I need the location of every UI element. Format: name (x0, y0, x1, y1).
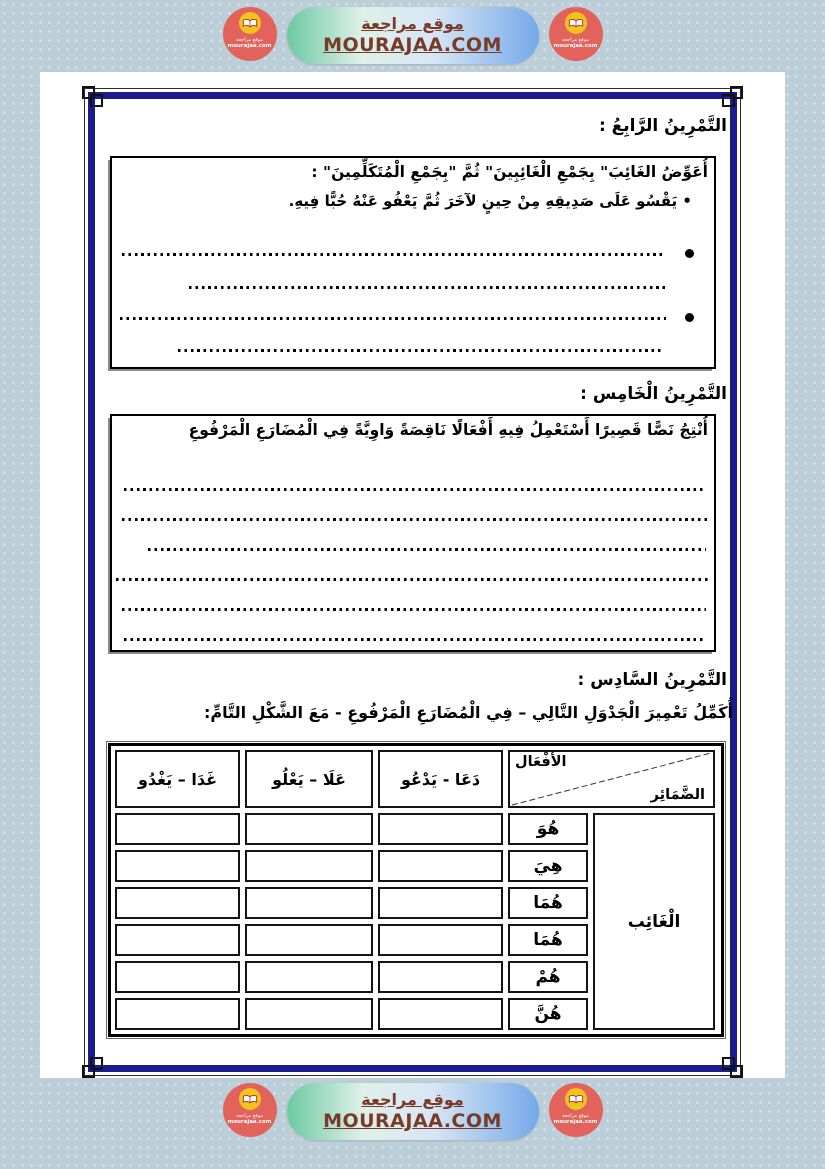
exercise6-instruction: أُكَمِّلُ تَعْمِيرَ الْجَدْوَلِ التَّالِي – فِي الْمُضَارَعِ الْمَرْفُوعِ - مَعَ الشَّكْلِ التَّامِّ: (203, 703, 733, 722)
corner-ornament (722, 1057, 735, 1070)
exercise5-title: التَّمْرِينُ الْخَامِس : (580, 384, 727, 404)
exercise4-example (118, 192, 692, 210)
answer-cell (115, 887, 240, 919)
answer-cell (115, 961, 240, 993)
exercise4-title: التَّمْرِينُ الرَّابِعُ : (598, 116, 727, 136)
answer-cell (378, 813, 503, 845)
logo-text-domain: mourajaa.com (227, 43, 272, 49)
answer-cell (378, 998, 503, 1030)
book-icon (565, 1088, 587, 1110)
exercise4-instruction: أُعَوِّضُ الغَائِبَ" بِجَمْعِ الْغَائِبِينَ" ثُمَّ "بِجَمْعِ الْمُتَكَلِّمِينَ" : (311, 163, 708, 181)
verbs-axis-label: الأَفْعَال (515, 754, 567, 770)
site-banner-pill[interactable] (287, 1083, 539, 1140)
pronoun-cell: هُمَا (508, 887, 588, 919)
page-border-frame (88, 92, 737, 1072)
corner-ornament (90, 94, 103, 107)
site-title-arabic: موقع مراجعة (361, 14, 464, 33)
book-icon (565, 12, 587, 34)
corner-ornament (722, 94, 735, 107)
logo-text-domain: mourajaa.com (227, 1119, 272, 1125)
answer-dotted-line (120, 317, 666, 320)
logo-text-ar: موقع مراجعة (562, 37, 589, 43)
answer-cell (115, 850, 240, 882)
diagonal-header-cell (508, 750, 715, 808)
logo-text-domain: mourajaa.com (553, 1119, 598, 1125)
site-logo-left (223, 7, 277, 61)
answer-cell (245, 924, 373, 956)
answer-dotted-line (122, 253, 666, 256)
exercise4-example-text: يَقْسُو عَلَى صَدِيقِهِ مِنْ حِينٍ لآخَرَ ثُمَّ يَعْفُو عَنْهُ حُبًّا فِيهِ. (288, 192, 678, 210)
answer-cell (115, 813, 240, 845)
site-logo-right (549, 1083, 603, 1137)
bullet-icon (685, 249, 694, 258)
answer-cell (245, 998, 373, 1030)
answer-cell (115, 998, 240, 1030)
exercise4-answer-box (110, 156, 716, 369)
logo-text-ar: موقع مراجعة (236, 37, 263, 43)
bullet-icon (685, 313, 694, 322)
answer-cell (245, 813, 373, 845)
pronoun-cell: هِيَ (508, 850, 588, 882)
site-banner-pill[interactable] (287, 7, 539, 64)
answer-dotted-line (122, 518, 708, 521)
answer-dotted-line (122, 608, 706, 611)
bullet-icon: • (682, 192, 692, 210)
verb-header-ghada: غَدَا – يَغْدُو (115, 750, 240, 808)
footer-banner (0, 1083, 825, 1145)
answer-cell (378, 850, 503, 882)
answer-cell (245, 850, 373, 882)
answer-cell (245, 961, 373, 993)
site-title-arabic: موقع مراجعة (361, 1090, 464, 1109)
logo-text-ar: موقع مراجعة (562, 1113, 589, 1119)
site-logo-right (549, 7, 603, 61)
book-icon (239, 1088, 261, 1110)
answer-dotted-line (148, 548, 706, 551)
verb-header-daa: دَعَا - يَدْعُو (378, 750, 503, 808)
third-person-group-label: الْغَائِب (593, 813, 715, 1030)
conjugation-table (108, 743, 724, 1037)
logo-text-ar: موقع مراجعة (236, 1113, 263, 1119)
exercise6-title: التَّمْرِينُ السَّادِس : (577, 670, 727, 690)
answer-dotted-line (178, 349, 664, 352)
site-logo-left (223, 1083, 277, 1137)
answer-cell (115, 924, 240, 956)
exercise5-answer-box (110, 414, 716, 652)
pronoun-cell: هُوَ (508, 813, 588, 845)
verb-header-ala: عَلَا – يَعْلُو (245, 750, 373, 808)
pronouns-axis-label: الضَّمَائِر (650, 787, 705, 803)
exercise5-instruction: أُنْتِجُ نَصًّا قَصِيرًا أَسْتَعْمِلُ فِيهِ أَفْعَالًا نَاقِصَةً وَاوِيَّةً فِي الْمُضَارَعِ الْمَرْفُوعِ (188, 421, 708, 439)
pronoun-cell: هُمَا (508, 924, 588, 956)
answer-dotted-line (124, 638, 706, 641)
header-banner (0, 7, 825, 69)
answer-cell (378, 887, 503, 919)
answer-dotted-line (124, 488, 704, 491)
site-domain-link[interactable]: MOURAJAA.COM (323, 34, 502, 56)
answer-cell (378, 924, 503, 956)
logo-text-domain: mourajaa.com (553, 43, 598, 49)
answer-dotted-line (116, 578, 708, 581)
site-domain-link[interactable]: MOURAJAA.COM (323, 1110, 502, 1132)
answer-dotted-line (189, 286, 665, 289)
answer-cell (245, 887, 373, 919)
corner-ornament (90, 1057, 103, 1070)
pronoun-cell: هُمْ (508, 961, 588, 993)
book-icon (239, 12, 261, 34)
answer-cell (378, 961, 503, 993)
pronoun-cell: هُنَّ (508, 998, 588, 1030)
